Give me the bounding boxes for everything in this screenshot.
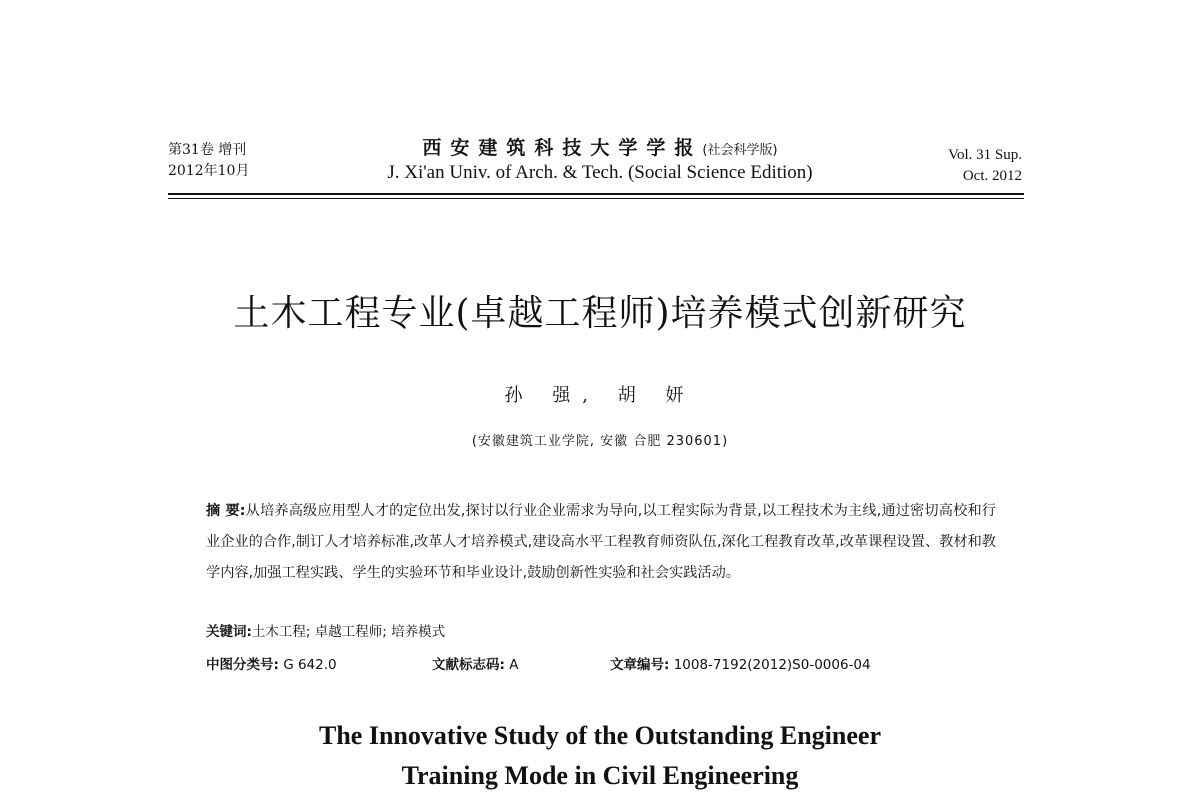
- paper-title-en: [0, 716, 1200, 796]
- journal-name-cn: 西安建筑科技大学学报: [422, 137, 703, 159]
- journal-edition-cn: (社会科学版): [702, 143, 778, 158]
- header-rule-thick: [168, 193, 1024, 195]
- abstract-text: 从培养高级应用型人才的定位出发,探讨以行业企业需求为导向,以工程实际为背景,以工程技术为主线,通过密切高校和行业企业的合作,制订人才培养标准,改革人才培养模式,建设高水平工程教育师资队伍,深化工程教育改革,改革课程设置、教材和教学内容,加强工程实践、学生的实验环节和毕业设计,鼓励创新性实验和社会实践活动。: [206, 503, 996, 581]
- affiliation-cn: (安徽建筑工业学院, 安徽 合肥 230601): [471, 434, 729, 449]
- article-number: [610, 653, 871, 673]
- doc-code-value: A: [509, 657, 519, 673]
- abstract: [206, 496, 996, 589]
- document-code: [432, 653, 518, 673]
- journal-title-cn: [300, 133, 900, 160]
- abstract-label: 摘 要:: [206, 503, 246, 519]
- date-en: Oct. 2012: [962, 168, 1022, 184]
- journal-header: [300, 133, 900, 184]
- keywords: [206, 620, 445, 640]
- keywords-label: 关键词:: [206, 624, 252, 640]
- clc-code: [206, 653, 337, 673]
- header-left: [168, 140, 298, 182]
- clc-label: 中图分类号:: [206, 657, 279, 673]
- header-rule-thin: [168, 198, 1024, 199]
- authors-cn: 孙 强, 胡 妍: [504, 385, 696, 406]
- header-right: [948, 145, 1022, 187]
- title-en-line2: Training Mode in Civil Engineering: [401, 761, 799, 790]
- article-no-label: 文章编号:: [610, 657, 670, 673]
- article-no-value: 1008-7192(2012)S0-0006-04: [673, 657, 871, 673]
- journal-title-en: J. Xi'an Univ. of Arch. & Tech. (Social Science Edition): [387, 162, 813, 183]
- doc-code-label: 文献标志码:: [432, 657, 505, 673]
- keywords-text: 土木工程; 卓越工程师; 培养模式: [251, 624, 446, 640]
- title-en-line1: The Innovative Study of the Outstanding Engineer: [319, 721, 881, 750]
- date-cn: 2012年10月: [168, 163, 250, 179]
- volume-en: Vol. 31 Sup.: [948, 147, 1022, 163]
- clc-value: G 642.0: [283, 657, 337, 673]
- paper-title-cn: 土木工程专业(卓越工程师)培养模式创新研究: [233, 293, 967, 334]
- volume-cn: 第31卷 增刊: [168, 142, 247, 158]
